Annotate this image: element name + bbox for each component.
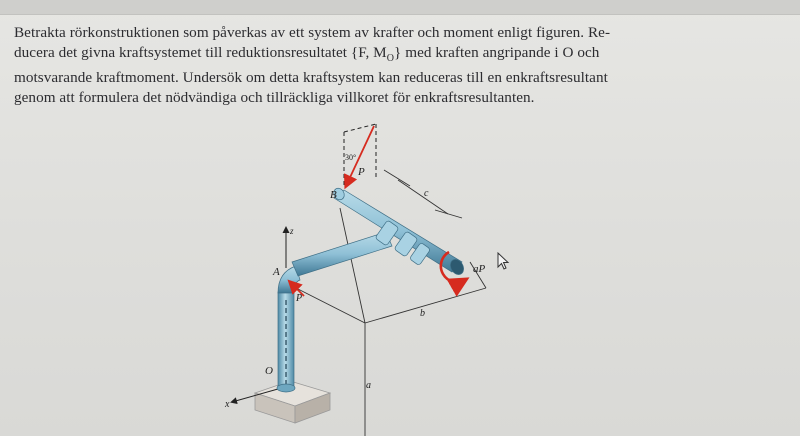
label-a: A [273, 266, 280, 278]
label-b: B [330, 189, 337, 201]
label-dim-a: a [366, 380, 371, 391]
label-dim-b: b [420, 308, 425, 319]
label-o: O [265, 365, 273, 377]
text-line-1: Betrakta rörkonstruktionen som påverkas av ett system av krafter och moment enligt figuren. Re- [14, 24, 611, 41]
text-line-2: ducera det givna kraftsystemet till reduktionsresultatet {F, $M_O$} med kraften angripande i O och [14, 43, 600, 64]
mouse-cursor-icon [497, 252, 513, 272]
label-p-side: P [296, 293, 303, 304]
text-line-3: motsvarande kraftmoment. Undersök om detta kraftsystem kan reduceras till en enkraftsresultant [14, 69, 608, 87]
label-z-axis: z [290, 226, 294, 236]
label-dim-c: c [424, 188, 429, 199]
label-x-axis: x [225, 399, 230, 410]
label-p-top: P [358, 166, 365, 178]
text-line-4: genom att formulera det nödvändiga och tillräckliga villkoret för enkraftsresultanten. [14, 88, 535, 106]
label-angle: 30° [345, 153, 357, 162]
label-moment: aP [473, 263, 486, 275]
subscript-o: O [386, 52, 395, 64]
vertical-pipe [277, 266, 303, 392]
